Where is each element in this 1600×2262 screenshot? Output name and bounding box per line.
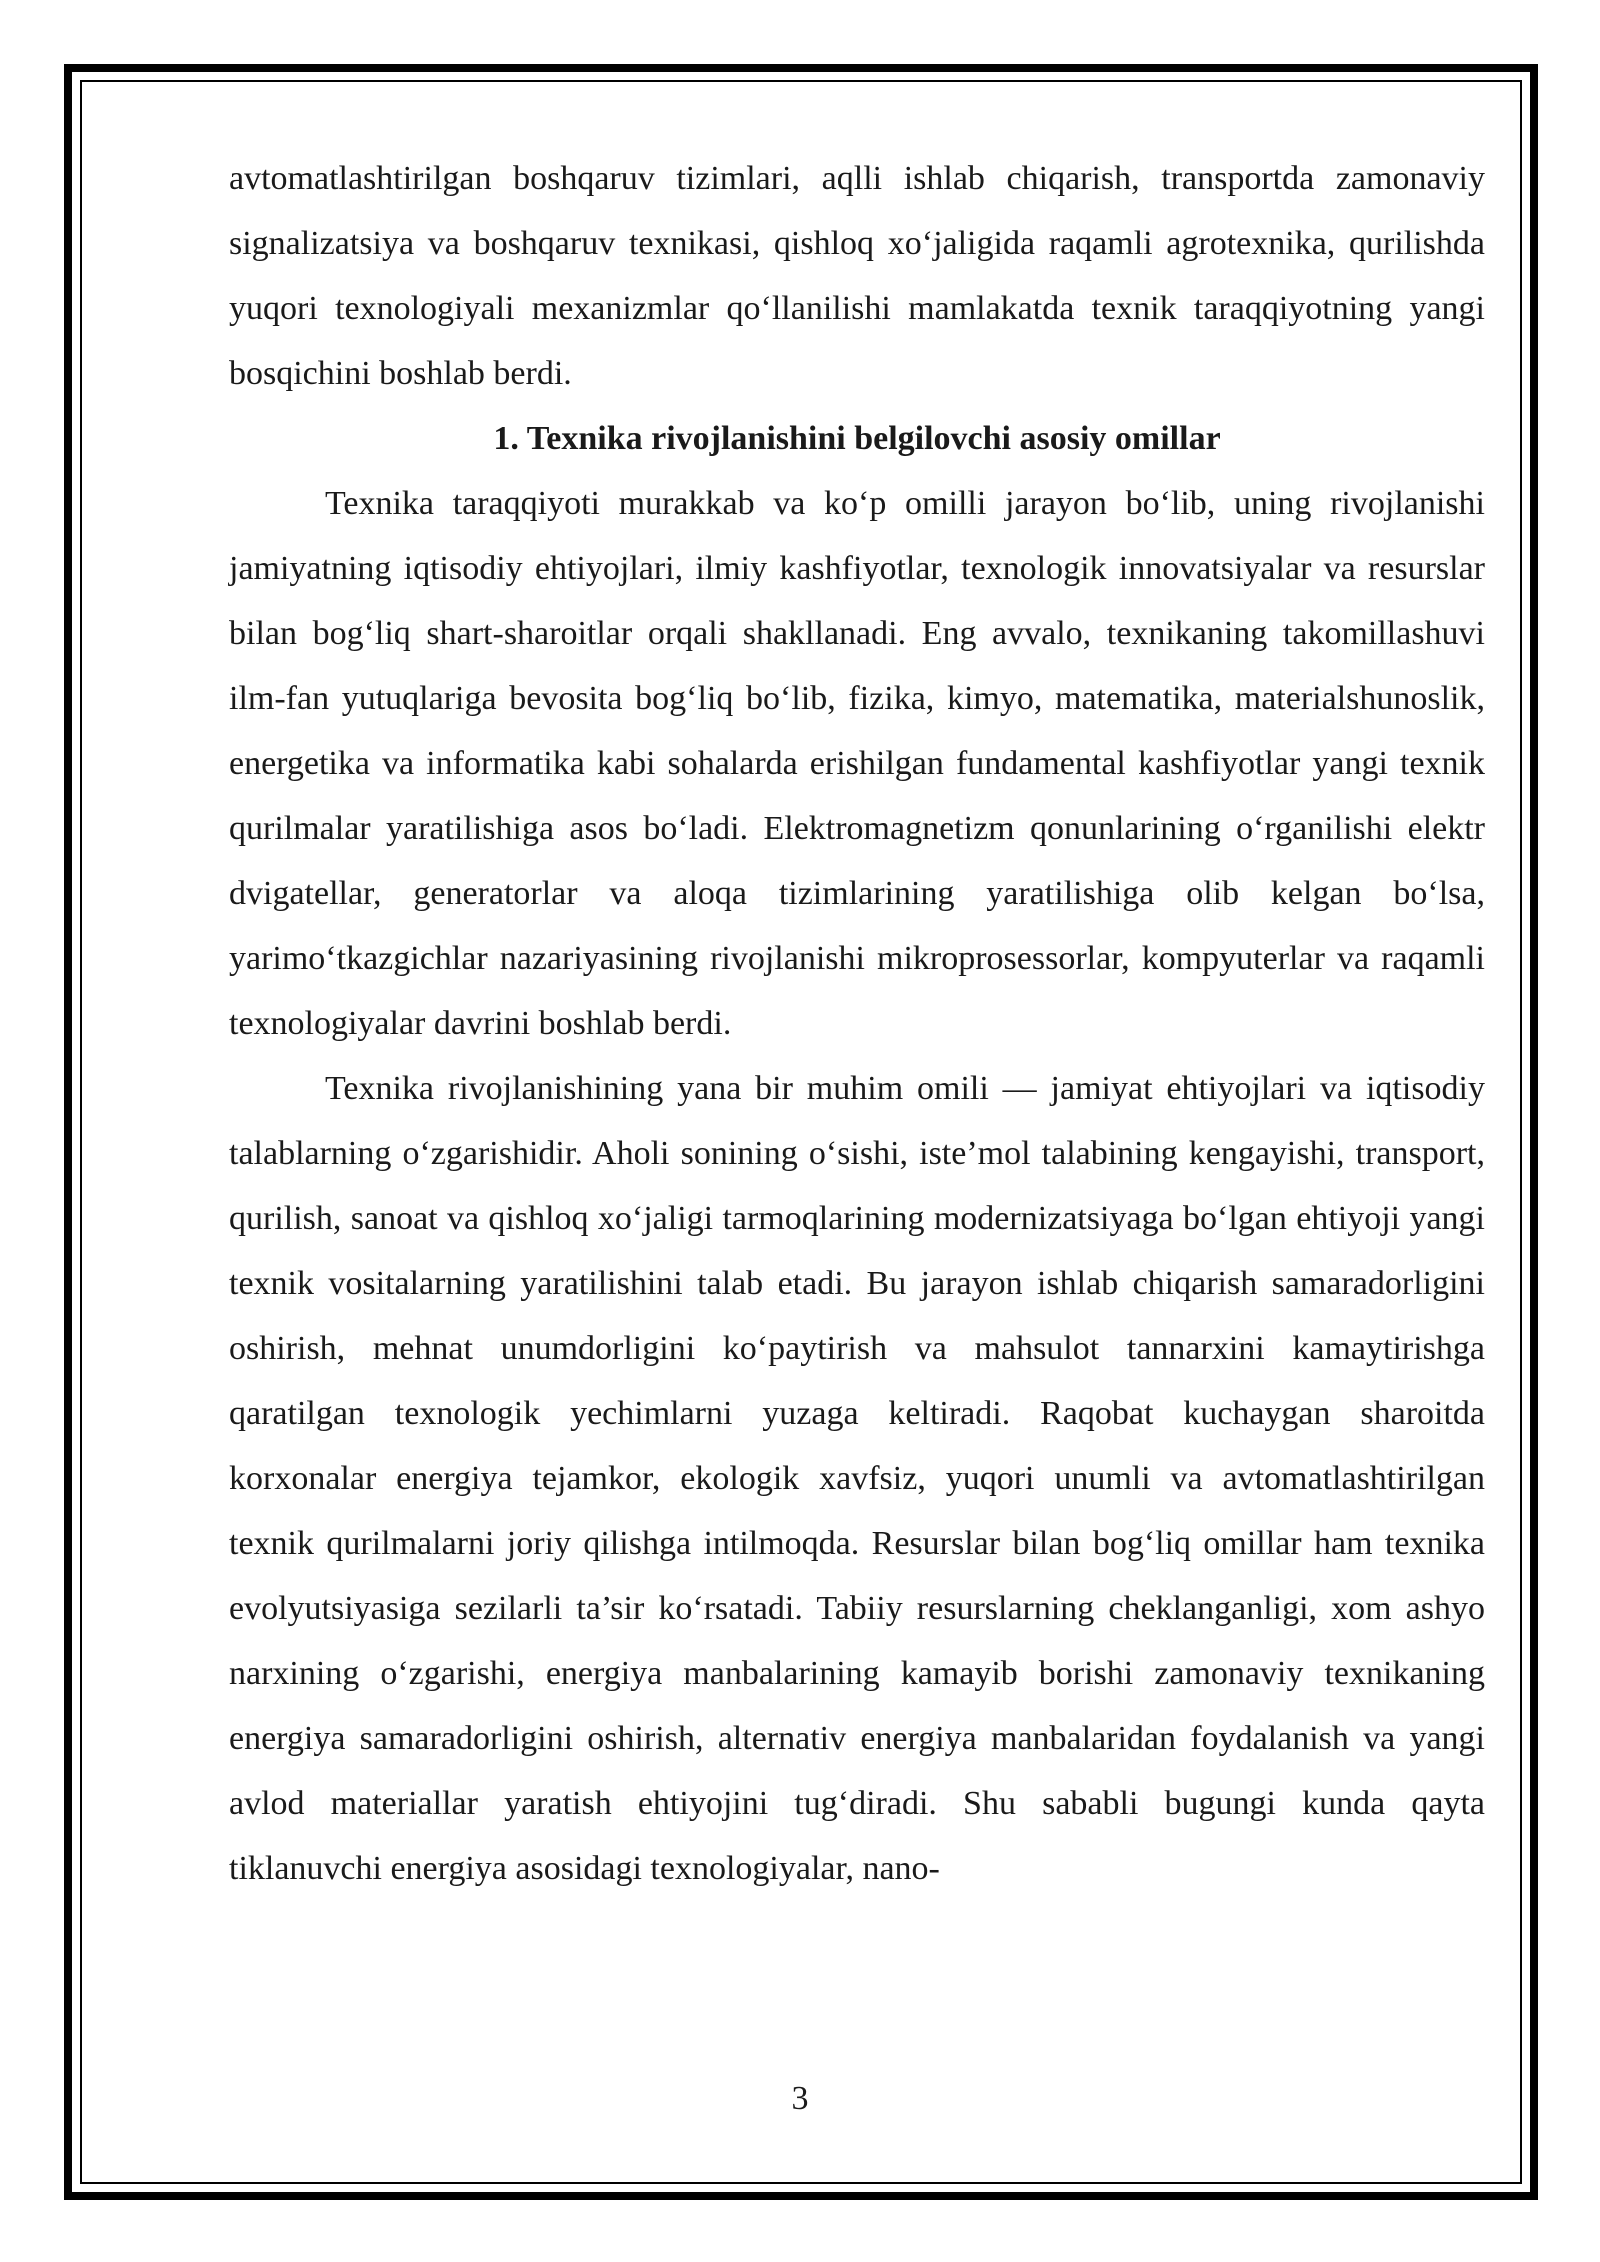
document-body — [229, 146, 1485, 1901]
section-heading: 1. Texnika rivojlanishini belgilovchi asosiy omillar — [493, 420, 1221, 457]
paragraph-factors-society: Texnika rivojlanishining yana bir muhim omili — jamiyat ehtiyojlari va iqtisodiy talablarning o‘zgarishidir. Aholi sonining o‘sishi, iste’mol talabining kengayishi, transport, qurilish, sanoat va qishloq xo‘jaligi tarmoqlarining modernizatsiyaga bo‘lgan ehtiyoji yangi texnik vositalarning yaratilishini talab etadi. Bu jarayon ishlab chiqarish samaradorligini oshirish, mehnat unumdorligini ko‘paytirish va mahsulot tannarxini kamaytirishga qaratilgan texnologik yechimlarni yuzaga keltiradi. Raqobat kuchaygan sharoitda korxonalar energiya tejamkor, ekologik xavfsiz, yuqori unumli va avtomatlashtirilgan texnik qurilmalarni joriy qilishga intilmoqda. Resurslar bilan bog‘liq omillar ham texnika evolyutsiyasiga sezilarli ta’sir ko‘rsatadi. Tabiiy resurslarning cheklanganligi, xom ashyo narxining o‘zgarishi, energiya manbalarining kamayib borishi zamonaviy texnikaning energiya samaradorligini oshirish, alternativ energiya manbalaridan foydalanish va yangi avlod materiallar yaratish ehtiyojini tug‘diradi. Shu sababli bugungi kunda qayta tiklanuvchi energiya asosidagi texnologiyalar, nano- — [229, 1070, 1485, 1887]
page-number: 3 — [791, 2080, 809, 2117]
paragraph-factors-science: Texnika taraqqiyoti murakkab va ko‘p omilli jarayon bo‘lib, uning rivojlanishi jamiyatning iqtisodiy ehtiyojlari, ilmiy kashfiyotlar, texnologik innovatsiyalar va resurslar bilan bog‘liq shart-sharoitlar orqali shakllanadi. Eng avvalo, texnikaning takomillashuvi ilm-fan yutuqlariga bevosita bog‘liq bo‘lib, fizika, kimyo, matematika, materialshunoslik, energetika va informatika kabi sohalarda erishilgan fundamental kashfiyotlar yangi texnik qurilmalar yaratilishiga asos bo‘ladi. Elektromagnetizm qonunlarining o‘rganilishi elektr dvigatellar, generatorlar va aloqa tizimlarining yaratilishiga olib kelgan bo‘lsa, yarimo‘tkazgichlar nazariyasining rivojlanishi mikroprosessorlar, kompyuterlar va raqamli texnologiyalar davrini boshlab berdi. — [229, 485, 1485, 1042]
paragraph-continuation: avtomatlashtirilgan boshqaruv tizimlari, aqlli ishlab chiqarish, transportda zamonaviy signalizatsiya va boshqaruv texnikasi, qishloq xo‘jaligida raqamli agrotexnika, qurilishda yuqori texnologiyali mexanizmlar qo‘llanilishi mamlakatda texnik taraqqiyotning yangi bosqichini boshlab berdi. — [229, 160, 1485, 392]
